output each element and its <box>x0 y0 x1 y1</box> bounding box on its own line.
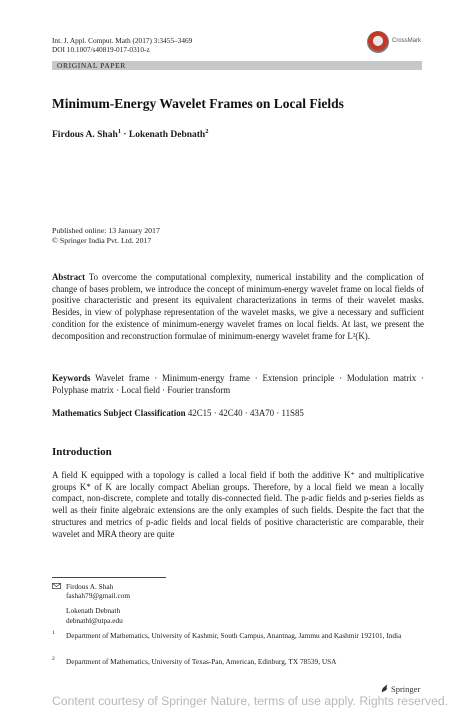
author-name[interactable]: Firdous A. Shah <box>52 130 118 141</box>
affiliation-text: Department of Mathematics, University of Kashmir, South Campus, Anantnag, Jammu and Kashmir 192101, India <box>66 631 402 640</box>
author-separator: · <box>121 130 129 141</box>
author-list <box>52 128 208 140</box>
abstract-label: Abstract <box>52 272 86 282</box>
subject-classification <box>52 408 424 420</box>
abstract <box>52 272 424 342</box>
crossmark-label: CrossMark <box>392 38 422 44</box>
section-heading: Introduction <box>52 446 112 458</box>
journal-line: Int. J. Appl. Comput. Math (2017) 3:3455–3469 <box>52 36 193 45</box>
affiliation-number: 1 <box>52 630 55 636</box>
msc-label: Mathematics Subject Classification <box>52 408 186 418</box>
paper-title: Minimum-Energy Wavelet Frames on Local Fields <box>52 96 344 111</box>
abstract-text: To overcome the computational complexity, numerical instability and the complication of change of bases problem, we introduce the concept of minimum-energy wavelet frame on local fields of positive characteristic and present its equivalent characterizations in terms of their wavelet masks. Besides, in view of polyphase representation of the wavelet masks, we give a necessary and sufficient condition for the existence of minimum-energy wavelet frames on local fields. At last, we present the decomposition and reconstruction formulae of minimum-energy wavelet frame for L²(K). <box>52 272 424 341</box>
introduction-text: A field K equipped with a topology is called a local field if both the additive K⁺ and multiplicative groups K* of K are locally compact Abelian groups. Therefore, by a local field we mean a locally compact, non-discrete, complete and totally dis-connected field. The p-adic fields and p-series fields as well as their finite algebraic extensions are the only examples of such fields. Despite the fact that the structures and metrics of p-adic fields and local fields of positive characteristic are comparable, their wavelet and MRA theory are quite <box>52 470 424 539</box>
publication-info <box>52 226 160 246</box>
keywords-text: Wavelet frame · Minimum-energy frame · Extension principle · Modulation matrix · Polyphase matrix · Local field · Fourier transform <box>52 373 424 395</box>
copyright-line: © Springer India Pvt. Ltd. 2017 <box>52 236 152 245</box>
crossmark-icon <box>367 31 389 53</box>
doi-line[interactable]: DOI 10.1007/s40819-017-0310-z <box>52 45 150 54</box>
keywords <box>52 373 424 396</box>
corresponding-author-email[interactable]: fashah79@gmail.com <box>66 591 131 601</box>
msc-codes: 42C15 · 42C40 · 43A70 · 11S85 <box>187 408 304 418</box>
keywords-label: Keywords <box>52 373 91 383</box>
courtesy-watermark: Content courtesy of Springer Nature, terms of use apply. Rights reserved. <box>52 694 449 708</box>
affiliation-text: Department of Mathematics, University of Texas-Pan, American, Edinburg, TX 78539, USA <box>66 657 337 666</box>
published-date: Published online: 13 January 2017 <box>52 226 160 235</box>
springer-horse-icon <box>380 684 389 693</box>
author-affiliation-marker: 2 <box>205 128 209 135</box>
footnote-rule <box>52 577 166 578</box>
corresponding-author-name: Firdous A. Shah <box>66 582 114 591</box>
author-name[interactable]: Lokenath Debnath <box>128 130 206 141</box>
crossmark-badge[interactable] <box>367 30 427 56</box>
journal-citation <box>52 36 192 54</box>
publisher-logo <box>380 684 420 694</box>
corresponding-author-email[interactable]: debnathl@utpa.edu <box>66 615 123 625</box>
corresponding-author-name: Lokenath Debnath <box>66 606 121 616</box>
author-affiliation-marker: 1 <box>117 128 121 135</box>
section-label: ORIGINAL PAPER <box>57 61 126 70</box>
affiliation-number: 2 <box>52 656 55 662</box>
publisher-name: Springer <box>391 684 421 694</box>
envelope-icon <box>52 583 61 589</box>
